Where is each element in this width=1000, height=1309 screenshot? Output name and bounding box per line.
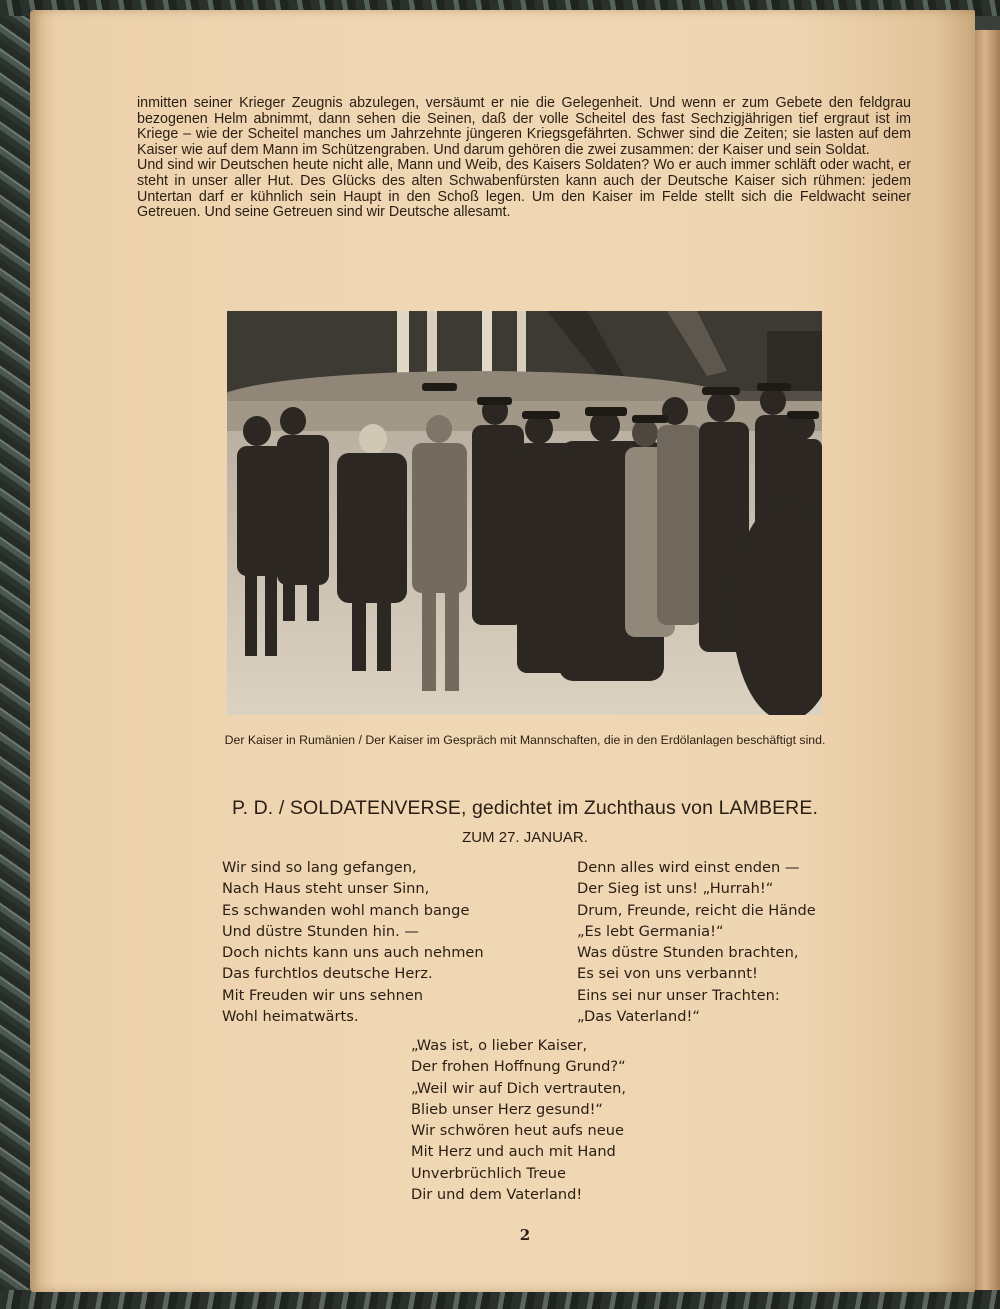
marbled-binding-bottom (0, 1290, 1000, 1309)
photograph-kaiser-with-soldiers (227, 311, 822, 715)
poem-line: Es schwanden wohl manch bange (222, 901, 470, 919)
poem-line: Nach Haus steht unser Sinn, (222, 880, 430, 898)
poem-line: Es sei von uns verbannt! (577, 965, 758, 983)
poem-line: Wohl heimatwärts. (222, 1008, 359, 1026)
poem-line: „Weil wir auf Dich vertrauten, (411, 1079, 626, 1097)
poem-line: „Was ist, o lieber Kaiser, (411, 1037, 588, 1054)
poem-line: Und düstre Stunden hin. — (222, 922, 420, 940)
poem-line: Was düstre Stunden brachten, (577, 944, 799, 962)
poem-line: Denn alles wird einst enden — (577, 859, 800, 876)
paragraph-1: inmitten seiner Krieger Zeugnis abzulegen, versäumt er nie die Gelegenheit. Und wenn er zum Gebete den feldgrau bezogenen Helm abnimmt, dann sehen die Seinen, daß der volle Scheitel des fast Sechzigjährigen tief ergraut ist im Kriege – wie der Scheitel manches um Jahrzehnte jüngeren Kriegsgefährten. Schwer sind die Zeiten; sie lasten auf dem Kaiser wie auf dem Mann im Schützengraben. Und darum gehören die zwei zusammen: der Kaiser und sein Soldat. (137, 95, 911, 158)
poem-stanza-1 (222, 857, 484, 1027)
poem-line: Wir schwören heut aufs neue (411, 1122, 624, 1140)
poem-line: Drum, Freunde, reicht die Hände (577, 901, 816, 919)
poem-stanza-3 (411, 1035, 626, 1205)
poem-line: Dir und dem Vaterland! (411, 1186, 583, 1204)
poem-line: Der frohen Hoffnung Grund?“ (411, 1058, 626, 1076)
poem-line: Das furchtlos deutsche Herz. (222, 965, 433, 983)
poem-line: „Das Vaterland!“ (577, 1008, 700, 1026)
poem-line: Mit Herz und auch mit Hand (411, 1143, 616, 1161)
poem-line: Blieb unser Herz gesund!“ (411, 1100, 603, 1118)
poem-title: P. D. / SOLDATENVERSE, gedichtet im Zuchthaus von LAMBERE. (232, 797, 818, 819)
photo-caption: Der Kaiser in Rumänien / Der Kaiser im Gespräch mit Mannschaften, die in den Erdölanlagen beschäftigt sind. (224, 733, 826, 747)
paragraph-2: Und sind wir Deutschen heute nicht alle, Mann und Weib, des Kaisers Soldaten? Wo er auch immer schläft oder wacht, er steht in unser aller Hut. Des Glücks des alten Schwabenfürsten kann auch der Deutsche Kaiser sich rühmen: jedem Untertan darf er kühnlich sein Haupt in den Schoß legen. Um den Kaiser im Felde stellt sich die Feldwacht seiner Getreuen. Und seine Getreuen sind wir Deutsche allesamt. (137, 157, 911, 221)
facing-page-edge (975, 30, 1000, 1290)
poem-line: „Es lebt Germania!“ (577, 922, 724, 940)
poem-line: Mit Freuden wir uns sehnen (222, 986, 424, 1004)
body-text (137, 96, 911, 221)
poem-line: Wir sind so lang gefangen, (222, 859, 417, 876)
poem-line: Der Sieg ist uns! „Hurrah!“ (577, 880, 774, 898)
poem-line: Eins sei nur unser Trachten: (577, 986, 780, 1004)
poem-line: Doch nichts kann uns auch nehmen (222, 944, 484, 962)
poem-stanza-2 (577, 857, 816, 1027)
photo-illustration (227, 311, 822, 715)
page-number: 2 (519, 1226, 531, 1244)
poem-subtitle: ZUM 27. JANUAR. (462, 829, 588, 846)
poem-line: Unverbrüchlich Treue (411, 1164, 567, 1182)
